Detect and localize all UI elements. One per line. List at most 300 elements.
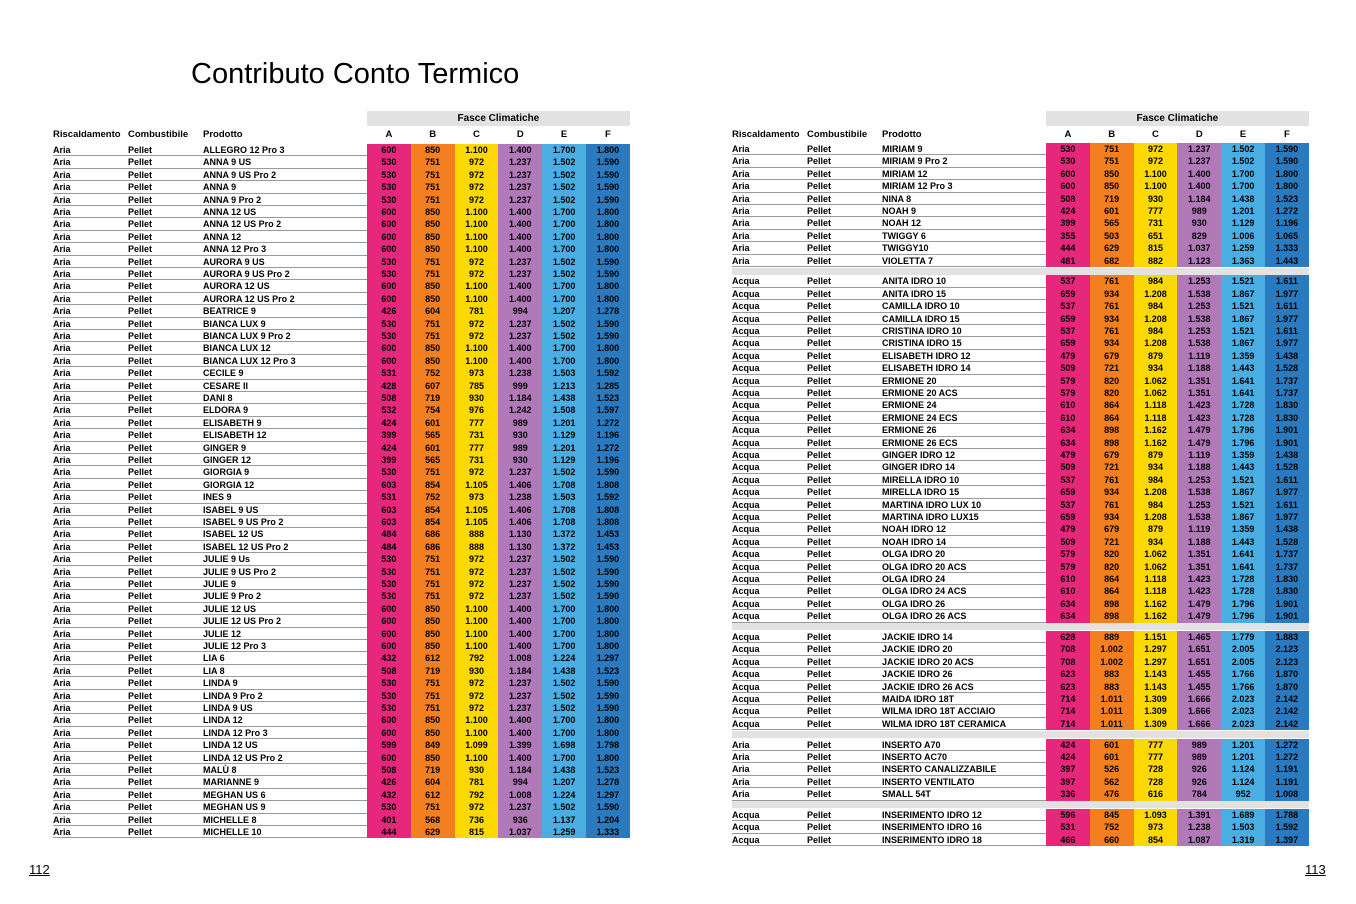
value-cell-d: 1.008 [498, 652, 542, 664]
table-row [732, 275, 1309, 287]
combustibile-cell: Pellet [807, 375, 832, 386]
value-cell-c: 731 [1134, 217, 1178, 229]
column-header-prodotto: Prodotto [203, 129, 243, 140]
prodotto-cell: ERMIONE 20 [882, 375, 937, 386]
value-cell-b: 845 [1090, 809, 1134, 821]
table-row [732, 230, 1309, 242]
combustibile-cell: Pellet [128, 467, 153, 478]
value-cell-e: 1.700 [542, 144, 586, 156]
combustibile-cell: Pellet [807, 789, 832, 800]
value-cell-b: 565 [1090, 217, 1134, 229]
prodotto-cell: MARTINA IDRO LUX 10 [882, 499, 982, 510]
value-cell-d: 1.538 [1177, 486, 1221, 498]
prodotto-cell: JACKIE IDRO 20 [882, 644, 953, 655]
value-cell-e: 1.224 [542, 789, 586, 801]
table-row [53, 665, 630, 677]
value-cell-a: 659 [1046, 288, 1090, 300]
value-cell-f: 1.611 [1265, 325, 1309, 337]
value-cell-b: 854 [411, 516, 455, 528]
value-cell-d: 989 [1177, 739, 1221, 751]
combustibile-cell: Pellet [128, 802, 153, 813]
riscaldamento-cell: Acqua [732, 561, 760, 572]
combustibile-cell: Pellet [128, 665, 153, 676]
table-row [53, 578, 630, 590]
column-header-c: C [473, 129, 480, 140]
combustibile-cell: Pellet [128, 727, 153, 738]
combustibile-cell: Pellet [807, 739, 832, 750]
value-cell-a: 530 [367, 330, 411, 342]
riscaldamento-cell: Aria [53, 802, 71, 813]
value-cell-c: 972 [455, 268, 499, 280]
value-cell-f: 1.590 [586, 181, 630, 193]
value-cell-e: 1.708 [542, 516, 586, 528]
value-cell-e: 1.319 [1221, 834, 1265, 846]
riscaldamento-cell: Aria [732, 789, 750, 800]
value-cell-b: 761 [1090, 275, 1134, 287]
value-cell-d: 1.237 [498, 268, 542, 280]
combustibile-cell: Pellet [807, 822, 832, 833]
value-cell-f: 1.800 [586, 293, 630, 305]
value-cell-c: 972 [455, 677, 499, 689]
value-cell-f: 1.590 [586, 690, 630, 702]
value-cell-b: 476 [1090, 788, 1134, 800]
prodotto-cell: LINDA 12 [203, 715, 243, 726]
value-cell-e: 1.521 [1221, 474, 1265, 486]
value-cell-a: 537 [1046, 325, 1090, 337]
riscaldamento-cell: Acqua [732, 350, 760, 361]
value-cell-b: 850 [1090, 180, 1134, 192]
value-cell-b: 883 [1090, 668, 1134, 680]
value-cell-c: 972 [1134, 143, 1178, 155]
value-cell-b: 568 [411, 814, 455, 826]
value-cell-a: 600 [367, 144, 411, 156]
value-cell-b: 934 [1090, 486, 1134, 498]
value-cell-d: 989 [498, 417, 542, 429]
value-cell-c: 972 [455, 169, 499, 181]
prodotto-cell: INSERIMENTO IDRO 18 [882, 834, 982, 845]
value-cell-b: 721 [1090, 536, 1134, 548]
prodotto-cell: LINDA 9 [203, 678, 238, 689]
combustibile-cell: Pellet [807, 718, 832, 729]
value-cell-b: 751 [411, 268, 455, 280]
value-cell-d: 1.237 [1177, 143, 1221, 155]
riscaldamento-cell: Aria [53, 517, 71, 527]
combustibile-cell: Pellet [807, 681, 832, 692]
value-cell-e: 1.796 [1221, 598, 1265, 610]
value-cell-c: 879 [1134, 449, 1178, 461]
value-cell-f: 1.453 [586, 528, 630, 540]
value-cell-e: 1.708 [542, 504, 586, 516]
value-cell-e: 1.700 [542, 293, 586, 305]
value-cell-e: 1.502 [1221, 143, 1265, 155]
riscaldamento-cell: Acqua [732, 338, 760, 349]
value-cell-c: 616 [1134, 788, 1178, 800]
riscaldamento-cell: Aria [53, 616, 71, 627]
value-cell-f: 2.123 [1265, 656, 1309, 668]
prodotto-cell: INSERTO AC70 [882, 752, 948, 762]
combustibile-cell: Pellet [128, 405, 153, 416]
value-cell-a: 600 [367, 280, 411, 292]
combustibile-cell: Pellet [128, 231, 153, 242]
value-cell-f: 1.590 [586, 169, 630, 181]
value-cell-a: 537 [1046, 499, 1090, 511]
table-row [53, 330, 630, 342]
riscaldamento-cell: Aria [53, 331, 71, 341]
table-row [732, 313, 1309, 325]
value-cell-d: 1.400 [498, 144, 542, 156]
value-cell-a: 530 [367, 194, 411, 206]
value-cell-c: 736 [455, 814, 499, 826]
value-cell-a: 444 [1046, 242, 1090, 254]
riscaldamento-cell: Acqua [732, 363, 760, 374]
table-row [53, 442, 630, 454]
value-cell-d: 1.237 [498, 578, 542, 590]
page-title: Contributo Conto Termico [191, 58, 520, 90]
value-cell-a: 530 [1046, 155, 1090, 167]
value-cell-e: 1.502 [542, 553, 586, 565]
value-cell-a: 530 [1046, 143, 1090, 155]
value-cell-a: 537 [1046, 275, 1090, 287]
value-cell-a: 397 [1046, 776, 1090, 788]
value-cell-c: 731 [455, 429, 499, 441]
left-table [53, 111, 629, 841]
value-cell-b: 934 [1090, 288, 1134, 300]
riscaldamento-cell: Aria [53, 343, 71, 354]
value-cell-a: 714 [1046, 693, 1090, 705]
value-cell-a: 530 [367, 566, 411, 578]
prodotto-cell: CRISTINA IDRO 15 [882, 338, 962, 349]
value-cell-a: 479 [1046, 523, 1090, 535]
value-cell-b: 751 [411, 590, 455, 602]
prodotto-cell: OLGA IDRO 26 [882, 598, 946, 609]
prodotto-cell: ELISABETH 12 [203, 430, 267, 441]
riscaldamento-cell: Aria [53, 219, 71, 230]
value-cell-e: 1.502 [542, 268, 586, 280]
value-cell-d: 926 [1177, 776, 1221, 788]
riscaldamento-cell: Aria [53, 665, 71, 676]
riscaldamento-cell: Acqua [732, 586, 760, 597]
value-cell-c: 1.208 [1134, 288, 1178, 300]
value-cell-b: 752 [1090, 821, 1134, 833]
riscaldamento-cell: Acqua [732, 412, 760, 423]
value-cell-c: 972 [455, 553, 499, 565]
value-cell-b: 612 [411, 652, 455, 664]
value-cell-c: 1.062 [1134, 375, 1178, 387]
value-cell-f: 1.737 [1265, 375, 1309, 387]
riscaldamento-cell: Acqua [732, 669, 760, 680]
value-cell-e: 1.508 [542, 404, 586, 416]
riscaldamento-cell: Aria [53, 678, 71, 689]
value-cell-f: 1.592 [1265, 821, 1309, 833]
table-row [732, 193, 1309, 205]
prodotto-cell: JULIE 12 US [203, 603, 257, 614]
riscaldamento-cell: Acqua [732, 681, 760, 692]
prodotto-cell: OLGA IDRO 24 [882, 574, 946, 584]
value-cell-f: 1.830 [1265, 585, 1309, 597]
table-row [53, 826, 630, 838]
value-cell-d: 1.423 [1177, 412, 1221, 424]
riscaldamento-cell: Aria [53, 306, 71, 317]
combustibile-cell: Pellet [128, 777, 153, 788]
value-cell-b: 751 [411, 690, 455, 702]
value-cell-c: 1.100 [455, 243, 499, 255]
prodotto-cell: LINDA 12 Pro 3 [203, 727, 268, 738]
table-row [53, 429, 630, 441]
value-cell-e: 1.372 [542, 528, 586, 540]
value-cell-d: 1.351 [1177, 548, 1221, 560]
table-row [732, 523, 1309, 535]
riscaldamento-cell: Aria [53, 442, 71, 453]
table-row [732, 300, 1309, 312]
combustibile-cell: Pellet [807, 706, 832, 717]
table-row [53, 318, 630, 330]
combustibile-cell: Pellet [807, 437, 832, 448]
prodotto-cell: ISABEL 9 US [203, 504, 259, 515]
value-cell-b: 761 [1090, 300, 1134, 312]
riscaldamento-cell: Aria [53, 194, 71, 205]
combustibile-cell: Pellet [807, 752, 832, 762]
riscaldamento-cell: Aria [53, 591, 71, 602]
value-cell-a: 530 [367, 156, 411, 168]
value-cell-c: 984 [1134, 275, 1178, 287]
value-cell-b: 850 [411, 628, 455, 640]
value-cell-b: 820 [1090, 387, 1134, 399]
prodotto-cell: ANNA 9 [203, 182, 237, 193]
combustibile-cell: Pellet [128, 566, 153, 577]
combustibile-cell: Pellet [128, 244, 153, 255]
value-cell-e: 1.700 [542, 615, 586, 627]
riscaldamento-cell: Aria [53, 393, 71, 403]
value-cell-a: 603 [367, 516, 411, 528]
riscaldamento-cell: Aria [53, 281, 71, 292]
value-cell-c: 777 [1134, 751, 1178, 763]
value-cell-c: 1.093 [1134, 809, 1178, 821]
value-cell-a: 623 [1046, 668, 1090, 680]
prodotto-cell: MARIANNE 9 [203, 777, 260, 788]
value-cell-e: 1.372 [542, 541, 586, 553]
value-cell-b: 751 [411, 702, 455, 714]
value-cell-b: 761 [1090, 499, 1134, 511]
value-cell-a: 623 [1046, 681, 1090, 693]
table-row [732, 788, 1309, 800]
value-cell-e: 1.796 [1221, 437, 1265, 449]
value-cell-b: 751 [411, 466, 455, 478]
value-cell-e: 1.641 [1221, 387, 1265, 399]
value-cell-d: 1.237 [498, 256, 542, 268]
value-cell-d: 1.237 [498, 702, 542, 714]
value-cell-e: 1.502 [542, 169, 586, 181]
riscaldamento-cell: Acqua [732, 834, 760, 845]
table-row [732, 668, 1309, 680]
riscaldamento-cell: Aria [53, 417, 71, 428]
value-cell-b: 686 [411, 528, 455, 540]
value-cell-a: 537 [1046, 474, 1090, 486]
combustibile-cell: Pellet [128, 145, 153, 155]
value-cell-c: 792 [455, 652, 499, 664]
value-cell-e: 1.867 [1221, 511, 1265, 523]
value-cell-d: 936 [498, 814, 542, 826]
value-cell-c: 984 [1134, 300, 1178, 312]
combustibile-cell: Pellet [807, 450, 832, 460]
prodotto-cell: ANNA 9 US [203, 157, 252, 168]
value-cell-d: 1.237 [498, 194, 542, 206]
prodotto-cell: INSERIMENTO IDRO 16 [882, 822, 982, 833]
riscaldamento-cell: Aria [53, 814, 71, 825]
value-cell-e: 1.129 [1221, 217, 1265, 229]
table-row [53, 590, 630, 602]
value-cell-a: 424 [367, 442, 411, 454]
value-cell-b: 751 [411, 330, 455, 342]
value-cell-b: 854 [411, 504, 455, 516]
value-cell-c: 984 [1134, 499, 1178, 511]
table-row [53, 342, 630, 354]
value-cell-f: 1.800 [586, 280, 630, 292]
value-cell-e: 1.359 [1221, 350, 1265, 362]
value-cell-b: 604 [411, 776, 455, 788]
value-cell-c: 777 [1134, 205, 1178, 217]
value-cell-e: 1.728 [1221, 573, 1265, 585]
prodotto-cell: GIORGIA 12 [203, 479, 255, 490]
combustibile-cell: Pellet [128, 269, 153, 279]
value-cell-e: 1.867 [1221, 313, 1265, 325]
value-cell-b: 864 [1090, 399, 1134, 411]
prodotto-cell: MIRIAM 12 Pro 3 [882, 181, 953, 192]
riscaldamento-cell: Acqua [732, 632, 760, 642]
prodotto-cell: JULIE 9 Us [203, 554, 251, 565]
value-cell-e: 1.700 [542, 243, 586, 255]
value-cell-a: 600 [367, 218, 411, 230]
value-cell-b: 850 [1090, 168, 1134, 180]
value-cell-b: 719 [411, 392, 455, 404]
value-cell-b: 751 [411, 181, 455, 193]
prodotto-cell: ANNA 12 [203, 231, 242, 242]
combustibile-cell: Pellet [807, 764, 832, 775]
prodotto-cell: LINDA 9 US [203, 703, 253, 713]
table-row [732, 821, 1309, 833]
value-cell-f: 1.528 [1265, 536, 1309, 548]
prodotto-cell: OLGA IDRO 20 ACS [882, 561, 967, 572]
table-row [53, 169, 630, 181]
value-cell-b: 503 [1090, 230, 1134, 242]
table-row [732, 739, 1309, 751]
value-cell-e: 1.503 [542, 491, 586, 503]
value-cell-f: 1.800 [586, 628, 630, 640]
riscaldamento-cell: Aria [732, 739, 750, 750]
value-cell-c: 1.162 [1134, 598, 1178, 610]
value-cell-d: 1.184 [498, 764, 542, 776]
value-cell-e: 1.438 [542, 665, 586, 677]
value-cell-c: 973 [455, 367, 499, 379]
combustibile-cell: Pellet [807, 462, 832, 473]
column-header-riscaldamento: Riscaldamento [53, 129, 121, 140]
value-cell-a: 509 [1046, 461, 1090, 473]
value-cell-a: 428 [367, 380, 411, 392]
prodotto-cell: OLGA IDRO 24 ACS [882, 586, 967, 597]
riscaldamento-cell: Aria [53, 703, 71, 713]
value-cell-a: 399 [367, 429, 411, 441]
value-cell-e: 1.796 [1221, 424, 1265, 436]
value-cell-b: 850 [411, 206, 455, 218]
value-cell-c: 731 [455, 454, 499, 466]
value-cell-b: 612 [411, 789, 455, 801]
prodotto-cell: GINGER IDRO 12 [882, 450, 956, 460]
table-row [732, 288, 1309, 300]
combustibile-cell: Pellet [128, 529, 153, 540]
value-cell-b: 719 [411, 665, 455, 677]
table-row [732, 205, 1309, 217]
prodotto-cell: ERMIONE 26 ECS [882, 437, 958, 448]
value-cell-f: 1.278 [586, 305, 630, 317]
combustibile-cell: Pellet [807, 536, 832, 547]
value-cell-b: 601 [1090, 751, 1134, 763]
value-cell-f: 1.800 [586, 144, 630, 156]
value-cell-e: 1.124 [1221, 763, 1265, 775]
table-row [732, 461, 1309, 473]
combustibile-cell: Pellet [807, 193, 832, 204]
value-cell-d: 1.242 [498, 404, 542, 416]
value-cell-d: 1.119 [1177, 523, 1221, 535]
value-cell-f: 1.523 [586, 764, 630, 776]
value-cell-e: 1.201 [1221, 739, 1265, 751]
value-cell-a: 530 [367, 590, 411, 602]
value-cell-e: 1.728 [1221, 412, 1265, 424]
value-cell-a: 596 [1046, 809, 1090, 821]
table-row [53, 603, 630, 615]
value-cell-c: 934 [1134, 536, 1178, 548]
value-cell-c: 1.309 [1134, 693, 1178, 705]
value-cell-c: 781 [455, 305, 499, 317]
value-cell-a: 479 [1046, 350, 1090, 362]
value-cell-c: 777 [455, 417, 499, 429]
value-cell-e: 1.766 [1221, 668, 1265, 680]
combustibile-cell: Pellet [128, 752, 153, 763]
table-row [53, 243, 630, 255]
value-cell-e: 1.502 [542, 256, 586, 268]
value-cell-d: 1.253 [1177, 499, 1221, 511]
value-cell-d: 1.400 [498, 342, 542, 354]
riscaldamento-cell: Aria [732, 255, 750, 266]
value-cell-d: 1.237 [498, 677, 542, 689]
value-cell-a: 530 [367, 690, 411, 702]
prodotto-cell: INES 9 [203, 492, 232, 503]
value-cell-a: 600 [367, 342, 411, 354]
prodotto-cell: NOAH 12 [882, 218, 922, 229]
value-cell-f: 1.611 [1265, 275, 1309, 287]
combustibile-cell: Pellet [128, 318, 153, 329]
value-cell-c: 888 [455, 541, 499, 553]
value-cell-b: 850 [411, 293, 455, 305]
value-cell-f: 1.590 [586, 801, 630, 813]
value-cell-a: 714 [1046, 705, 1090, 717]
value-cell-d: 1.391 [1177, 809, 1221, 821]
value-cell-e: 1.502 [542, 466, 586, 478]
table-row [53, 454, 630, 466]
table-row [53, 504, 630, 516]
prodotto-cell: LINDA 12 US [203, 740, 258, 751]
table-row [53, 268, 630, 280]
value-cell-f: 1.523 [586, 392, 630, 404]
combustibile-cell: Pellet [807, 810, 832, 820]
value-cell-b: 607 [411, 380, 455, 392]
value-cell-f: 1.272 [1265, 205, 1309, 217]
riscaldamento-cell: Acqua [732, 574, 760, 584]
table-row [53, 479, 630, 491]
value-cell-d: 784 [1177, 788, 1221, 800]
value-cell-f: 1.438 [1265, 449, 1309, 461]
value-cell-d: 1.400 [498, 752, 542, 764]
value-cell-b: 751 [411, 194, 455, 206]
prodotto-cell: BIANCA LUX 12 [203, 343, 271, 354]
